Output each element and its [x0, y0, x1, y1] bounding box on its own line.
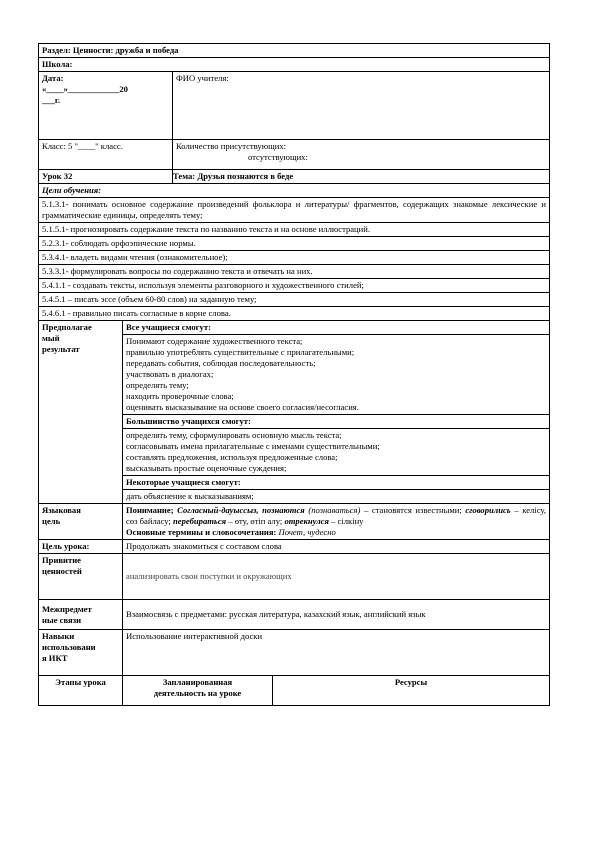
results-most-title: Большинство учащихся смогут:	[123, 415, 550, 429]
cross-subject-label-1: Межпредмет	[42, 603, 92, 614]
values-label-1: Привитие	[42, 555, 81, 565]
lesson-topic-text: Тема: Друзья познаются в беде	[173, 171, 294, 181]
vocab-word: сговорились	[465, 505, 511, 515]
ict-label-3: я ИКТ	[42, 653, 68, 663]
terms-line	[126, 527, 546, 538]
list-item: составлять предложения, используя предложенные слова;	[126, 452, 338, 462]
goal-row	[39, 279, 550, 293]
lesson-row	[39, 170, 550, 184]
list-item: передавать события, соблюдая последовательность;	[126, 358, 316, 368]
list-item: определять тему, сформулировать основную мысль текста;	[126, 430, 342, 440]
results-label	[39, 321, 123, 504]
language-label-2: цель	[42, 516, 61, 526]
cross-subject-label-2: ные связи	[42, 614, 82, 625]
results-label-1: Предполагае	[42, 322, 92, 332]
goal-item: 5.2.3.1- соблюдать орфоэпические нормы.	[39, 237, 550, 251]
vocab-word: перебираться	[172, 516, 227, 526]
list-item: определять тему;	[126, 380, 189, 390]
stages-col-header: Этапы урока	[39, 676, 123, 706]
cross-subject-text: Взаимосвязь с предметами: русская литература, казахский язык, английский язык	[123, 600, 550, 630]
stages-header-row	[39, 676, 550, 706]
lesson-goal-label: Цель урока:	[39, 540, 123, 554]
list-item: находить проверочные слова;	[126, 391, 234, 401]
values-text: анализировать свои поступки и окружающих	[123, 554, 550, 600]
lesson-goal-row	[39, 540, 550, 554]
values-label-2: ценностей	[42, 566, 82, 576]
list-item: Понимают содержание художественного текста;	[126, 336, 303, 346]
language-label-1: Языковая	[42, 505, 81, 515]
results-label-2: мый	[42, 333, 60, 343]
planned-activity-header	[123, 676, 273, 706]
goal-row	[39, 265, 550, 279]
teacher-field: ФИО учителя:	[173, 72, 550, 140]
school-field: Школа:	[39, 58, 550, 72]
goal-item: 5.4.6.1 - правильно писать согласные в корне слова.	[39, 307, 550, 321]
vocab-word: познаются	[262, 505, 305, 515]
goal-row	[39, 251, 550, 265]
date-teacher-row	[39, 72, 550, 140]
goals-title: Цели обучения:	[39, 184, 550, 198]
terms-lead: Основные термины и словосочетания:	[126, 527, 277, 537]
planned-activity-header-2: деятельность на уроке	[153, 688, 242, 698]
class-row	[39, 140, 550, 170]
list-item: дать объяснение к высказываниям;	[126, 491, 254, 501]
goal-row	[39, 223, 550, 237]
cross-subject-row	[39, 600, 550, 630]
goal-row	[39, 198, 550, 223]
goal-row	[39, 293, 550, 307]
section-title: Раздел: Ценности: дружба и победа	[39, 44, 550, 58]
lesson-topic	[173, 170, 550, 184]
school-row	[39, 58, 550, 72]
results-some-title: Некоторые учащиеся смогут:	[123, 476, 550, 490]
list-item: правильно употреблять существительные с прилагательными;	[126, 347, 355, 357]
date-year: ___г.	[42, 95, 60, 105]
goal-item: 5.1.3.1- понимать основное содержание произведений фольклора и литературы/ фрагментов, содержащих знакомые лексические и грамматические единицы, определять тему;	[39, 198, 550, 223]
list-item: оценивать высказывание на основе своего согласия/несогласия.	[126, 402, 359, 412]
language-content	[123, 504, 550, 540]
values-row	[39, 554, 550, 600]
ict-label-2: использовани	[42, 642, 96, 652]
lesson-number: Урок 32	[39, 170, 173, 184]
language-row	[39, 504, 550, 540]
goal-item: 5.4.1.1 - создавать тексты, используя элементы разговорного и художественного стилей;	[39, 279, 550, 293]
planned-activity-header-1: Запланированная	[162, 677, 233, 687]
ict-label	[39, 630, 123, 676]
results-label-3: результат	[42, 344, 80, 354]
results-most-list	[123, 429, 550, 476]
results-all-list	[123, 335, 550, 415]
vocab-word: Согласный-дауыссыз,	[177, 505, 259, 515]
vocab-translation: – өту, өтіп алу;	[226, 516, 283, 526]
list-item: согласовывать имена прилагательные с именами существительными;	[126, 441, 380, 451]
cross-subject-label	[39, 600, 123, 630]
vocab-translation: – становятся известными;	[360, 505, 462, 515]
attendance-cell	[173, 140, 550, 170]
vocab-word: отрекнулся	[284, 516, 329, 526]
list-item: участвовать в диалогах;	[126, 369, 214, 379]
class-field: Класс: 5 "____" класс.	[39, 140, 173, 170]
values-label	[39, 554, 123, 600]
vocab-translation: – келісу, сөз байласу;	[126, 505, 546, 526]
goals-title-row	[39, 184, 550, 198]
date-cell	[39, 72, 173, 140]
results-all-title-row	[39, 321, 550, 335]
goal-item: 5.3.3.1- формулировать вопросы по содержанию текста и отвечать на них.	[39, 265, 550, 279]
goal-item: 5.3.4.1- владеть видами чтения (ознакомительное);	[39, 251, 550, 265]
resources-header: Ресурсы	[273, 676, 550, 706]
goal-row	[39, 307, 550, 321]
vocab-translation: – сілкіну	[328, 516, 364, 526]
vocab-word: (познаваться)	[308, 505, 361, 515]
ict-text: Использование интерактивной доски	[123, 630, 550, 676]
date-label: Дата:	[42, 73, 64, 83]
language-lead: Понимание;	[126, 505, 174, 515]
date-line: «____»____________20	[42, 84, 128, 94]
lesson-goal-text: Продолжать знакомиться с составом слова	[123, 540, 550, 554]
list-item: высказывать простые оценочные суждения;	[126, 463, 287, 473]
lesson-plan-sheet	[38, 43, 549, 706]
absent-count-label: отсутствующих:	[248, 152, 308, 162]
language-label	[39, 504, 123, 540]
terms-list: Почет, чудесно	[276, 527, 336, 537]
lesson-plan-table	[38, 43, 550, 706]
section-row	[39, 44, 550, 58]
goal-item: 5.1.5.1- прогнозировать содержание текста по названию текста и на основе иллюстраций.	[39, 223, 550, 237]
goal-row	[39, 237, 550, 251]
results-all-title: Все учащиеся смогут:	[123, 321, 550, 335]
ict-row	[39, 630, 550, 676]
results-some-list	[123, 490, 550, 504]
ict-label-1: Навыки	[42, 631, 75, 641]
goal-item: 5.4.5.1 – писать эссе (объем 60-80 слов) на заданную тему;	[39, 293, 550, 307]
present-count-label: Количество присутствующих:	[176, 141, 287, 151]
